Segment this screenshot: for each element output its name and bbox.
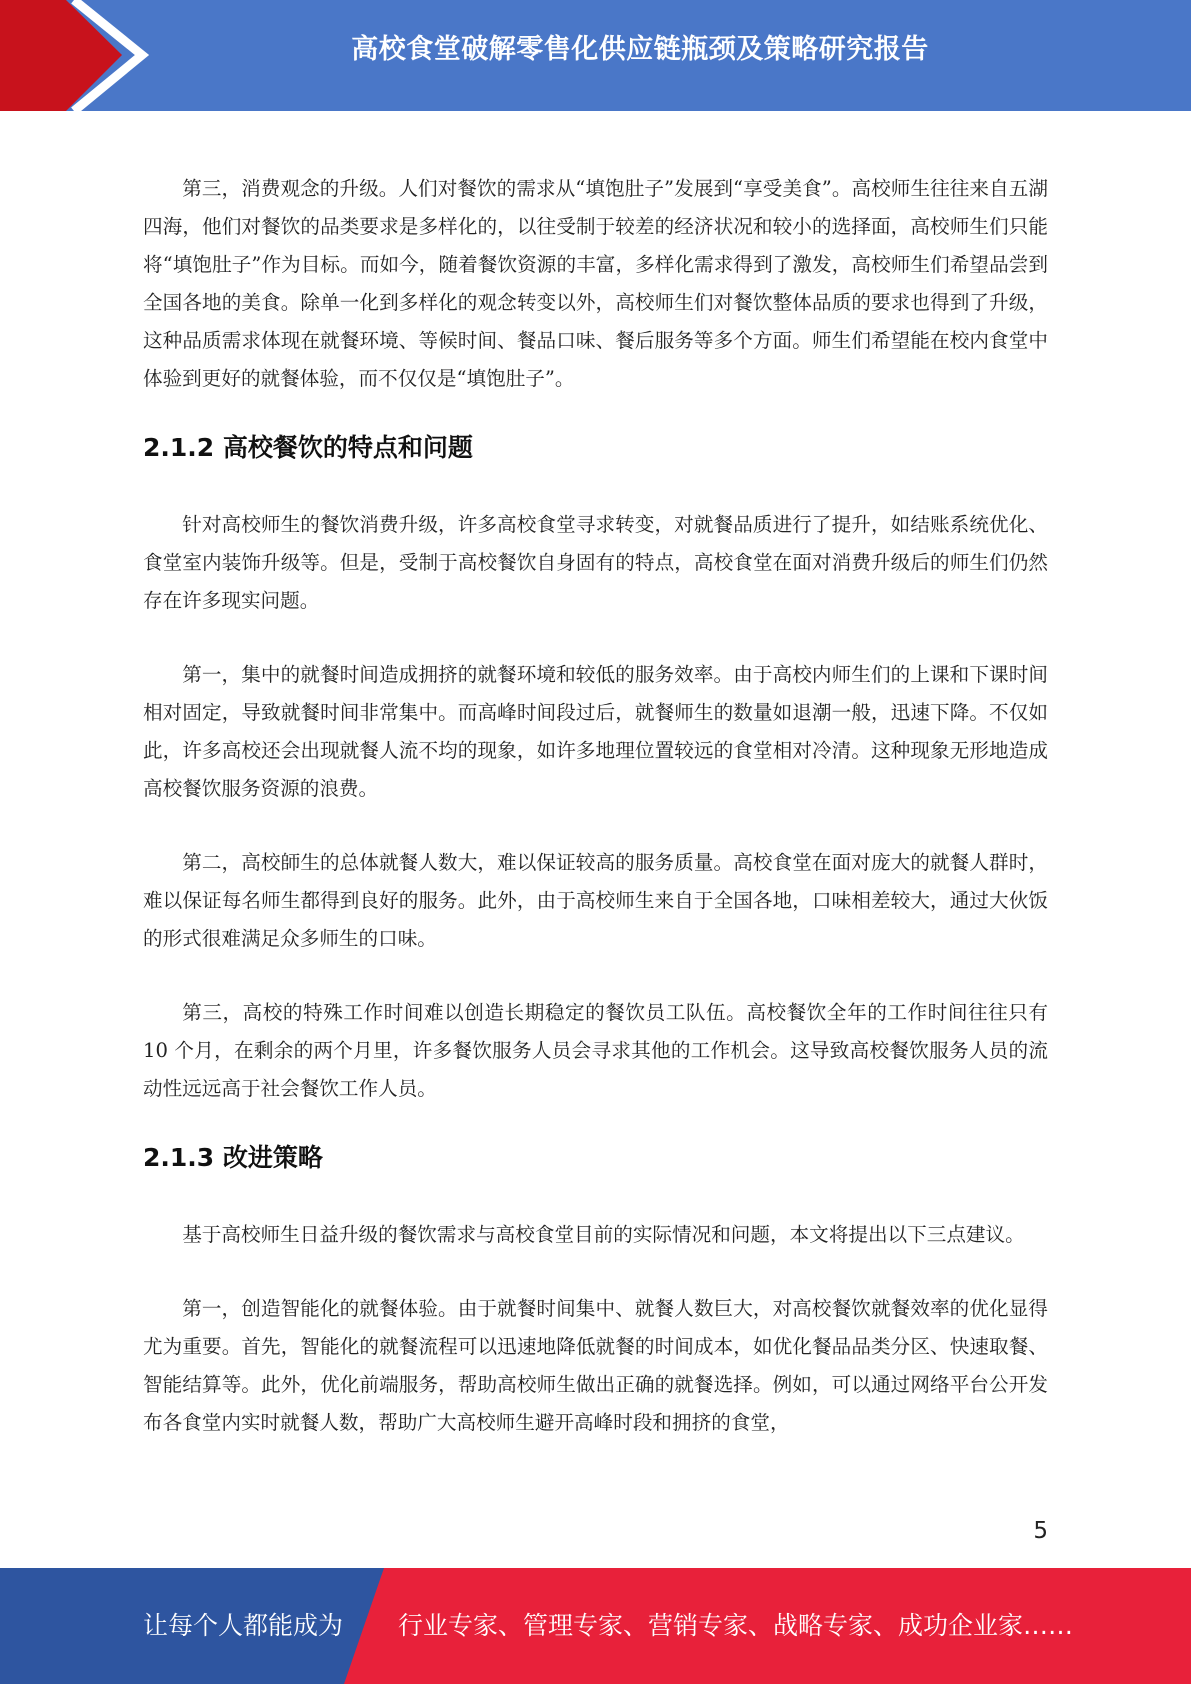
section-heading: 2.1.2 高校餐饮的特点和问题 <box>143 433 473 462</box>
footer-slogan-right: 行业专家、管理专家、营销专家、战略专家、成功企业家…… <box>398 1611 1074 1640</box>
paragraph: 第一，创造智能化的就餐体验。由于就餐时间集中、就餐人数巨大，对高校餐饮就餐效率的优化显得尤为重要。首先，智能化的就餐流程可以迅速地降低就餐的时间成本，如优化餐品品类分区、快速取餐、智能结算等。此外，优化前端服务，帮助高校师生做出正确的就餐选择。例如，可以通过网络平台公开发布各食堂内实时就餐人数，帮助广大高校师生避开高峰时段和拥挤的食堂， <box>143 1297 1048 1434</box>
paragraph: 基于高校师生日益升级的餐饮需求与高校食堂目前的实际情况和问题，本文将提出以下三点建议。 <box>182 1223 1025 1246</box>
paragraph: 第三，高校的特殊工作时间难以创造长期稳定的餐饮员工队伍。高校餐饮全年的工作时间往往只有 10 个月，在剩余的两个月里，许多餐饮服务人员会寻求其他的工作机会。这导致高校餐饮服务人员的流动性远远高于社会餐饮工作人员。 <box>143 1001 1048 1100</box>
section-heading: 2.1.3 改进策略 <box>143 1143 323 1172</box>
paragraph: 第三，消费观念的升级。人们对餐饮的需求从“填饱肚子”发展到“享受美食”。高校师生往往来自五湖四海，他们对餐饮的品类要求是多样化的，以往受制于较差的经济状况和较小的选择面，高校师生们只能将“填饱肚子”作为目标。而如今，随着餐饮资源的丰富，多样化需求得到了激发，高校师生们希望品尝到全国各地的美食。除单一化到多样化的观念转变以外，高校师生们对餐饮整体品质的要求也得到了升级，这种品质需求体现在就餐环境、等候时间、餐品口味、餐后服务等多个方面。师生们希望能在校内食堂中体验到更好的就餐体验，而不仅仅是“填饱肚子”。 <box>143 177 1048 390</box>
page-number: 5 <box>1033 1518 1048 1544</box>
report-title: 高校食堂破解零售化供应链瓶颈及策略研究报告 <box>351 34 929 65</box>
page-footer <box>0 1568 1191 1684</box>
page-header <box>0 0 1191 111</box>
paragraph: 针对高校师生的餐饮消费升级，许多高校食堂寻求转变，对就餐品质进行了提升，如结账系统优化、食堂室内装饰升级等。但是，受制于高校餐饮自身固有的特点，高校食堂在面对消费升级后的师生们仍然存在许多现实问题。 <box>143 513 1048 612</box>
paragraph: 第一，集中的就餐时间造成拥挤的就餐环境和较低的服务效率。由于高校内师生们的上课和下课时间相对固定，导致就餐时间非常集中。而高峰时间段过后，就餐师生的数量如退潮一般，迅速下降。不仅如此，许多高校还会出现就餐人流不均的现象，如许多地理位置较远的食堂相对冷清。这种现象无形地造成高校餐饮服务资源的浪费。 <box>143 663 1048 800</box>
paragraph: 第二，高校師生的总体就餐人数大，难以保证较高的服务质量。高校食堂在面对庞大的就餐人群时，难以保证每名师生都得到良好的服务。此外，由于高校师生来自于全国各地，口味相差较大，通过大伙饭的形式很难满足众多师生的口味。 <box>143 851 1048 950</box>
document-body <box>143 170 1048 1442</box>
footer-slogan-left: 让每个人都能成为 <box>143 1611 344 1640</box>
